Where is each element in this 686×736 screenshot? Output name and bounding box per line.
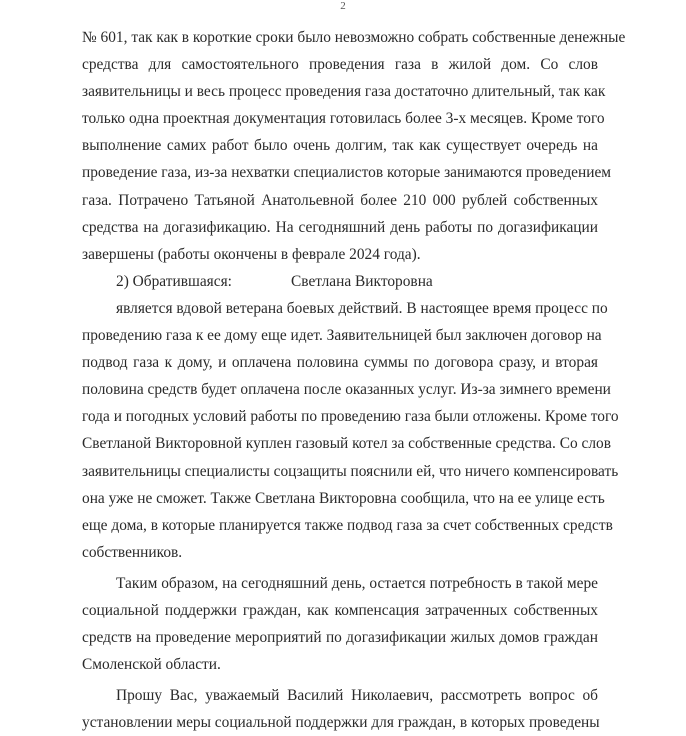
text-line: является вдовой ветерана боевых действий. В настоящее время процесс по bbox=[116, 299, 608, 317]
text-line: проведение газа, из-за нехватки специалистов которые занимаются проведением bbox=[82, 164, 612, 182]
text-line: собственников. bbox=[82, 543, 183, 561]
text-line: проведению газа к ее дому еще идет. Заявительницей был заключен договор на bbox=[82, 327, 602, 345]
paragraph-2 bbox=[82, 295, 619, 566]
text-line: средств на проведение мероприятий по догазификации жилых домов граждан bbox=[82, 629, 598, 647]
text-line: завершены (работы окончены в феврале 2024 года). bbox=[82, 245, 421, 263]
text-line: она уже не сможет. Также Светлана Викторовна сообщила, что на ее улице есть bbox=[82, 489, 605, 507]
text-line: заявительницы специалисты соцзащиты пояснили ей, что ничего компенсировать bbox=[82, 462, 619, 480]
text-line: Светланой Викторовной куплен газовый котел за собственные средства. Со слов bbox=[82, 435, 611, 453]
text-line: только одна проектная документация готовилась более 3-х месяцев. Кроме того bbox=[82, 110, 605, 128]
applicant-line bbox=[82, 268, 598, 295]
text-line: газа. Потрачено Татьяной Анатольевной более 210 000 рублей собственных bbox=[82, 191, 598, 209]
document-body bbox=[82, 24, 626, 736]
text-line: заявительницы и весь процесс проведения газа достаточно длительный, так как bbox=[82, 83, 606, 101]
text-line: социальной поддержки граждан, как компенсация затраченных собственных bbox=[82, 601, 598, 619]
paragraph-3 bbox=[82, 570, 598, 678]
text-line: подвод газа к дому, и оплачена половина суммы по договора сразу, и вторая bbox=[82, 354, 598, 372]
text-line: Таким образом, на сегодняшний день, остается потребность в такой мере bbox=[116, 574, 598, 592]
text-line: Смоленской области. bbox=[82, 656, 221, 674]
applicant-label: 2) Обратившаяся: bbox=[116, 272, 232, 290]
page-number: 2 bbox=[340, 0, 346, 12]
text-line: Прошу Вас, уважаемый Василий Николаевич, рассмотреть вопрос об bbox=[116, 687, 598, 705]
text-line: № 601, так как в короткие сроки было невозможно собрать собственные денежные bbox=[82, 29, 626, 46]
text-line: половина средств будет оплачена после оказанных услуг. Из-за зимнего времени bbox=[82, 381, 611, 399]
text-line: еще дома, в которые планируется также подвод газа за счет собственных средств bbox=[82, 516, 613, 534]
text-line: средства на догазификацию. На сегодняшний день работы по догазификации bbox=[82, 218, 598, 236]
text-line: установлении меры социальной поддержки для граждан, в которых проведены bbox=[82, 714, 600, 732]
text-line: выполнение самих работ было очень долгим, так как существует очередь на bbox=[82, 137, 598, 155]
text-line: года и погодных условий работы по проведению газа были отложены. Кроме того bbox=[82, 408, 619, 426]
applicant-name: Светлана Викторовна bbox=[291, 272, 433, 290]
paragraph-4 bbox=[82, 682, 598, 736]
text-line: средства для самостоятельного проведения газа в жилой дом. Со слов bbox=[82, 56, 598, 74]
paragraph-1 bbox=[82, 24, 626, 268]
